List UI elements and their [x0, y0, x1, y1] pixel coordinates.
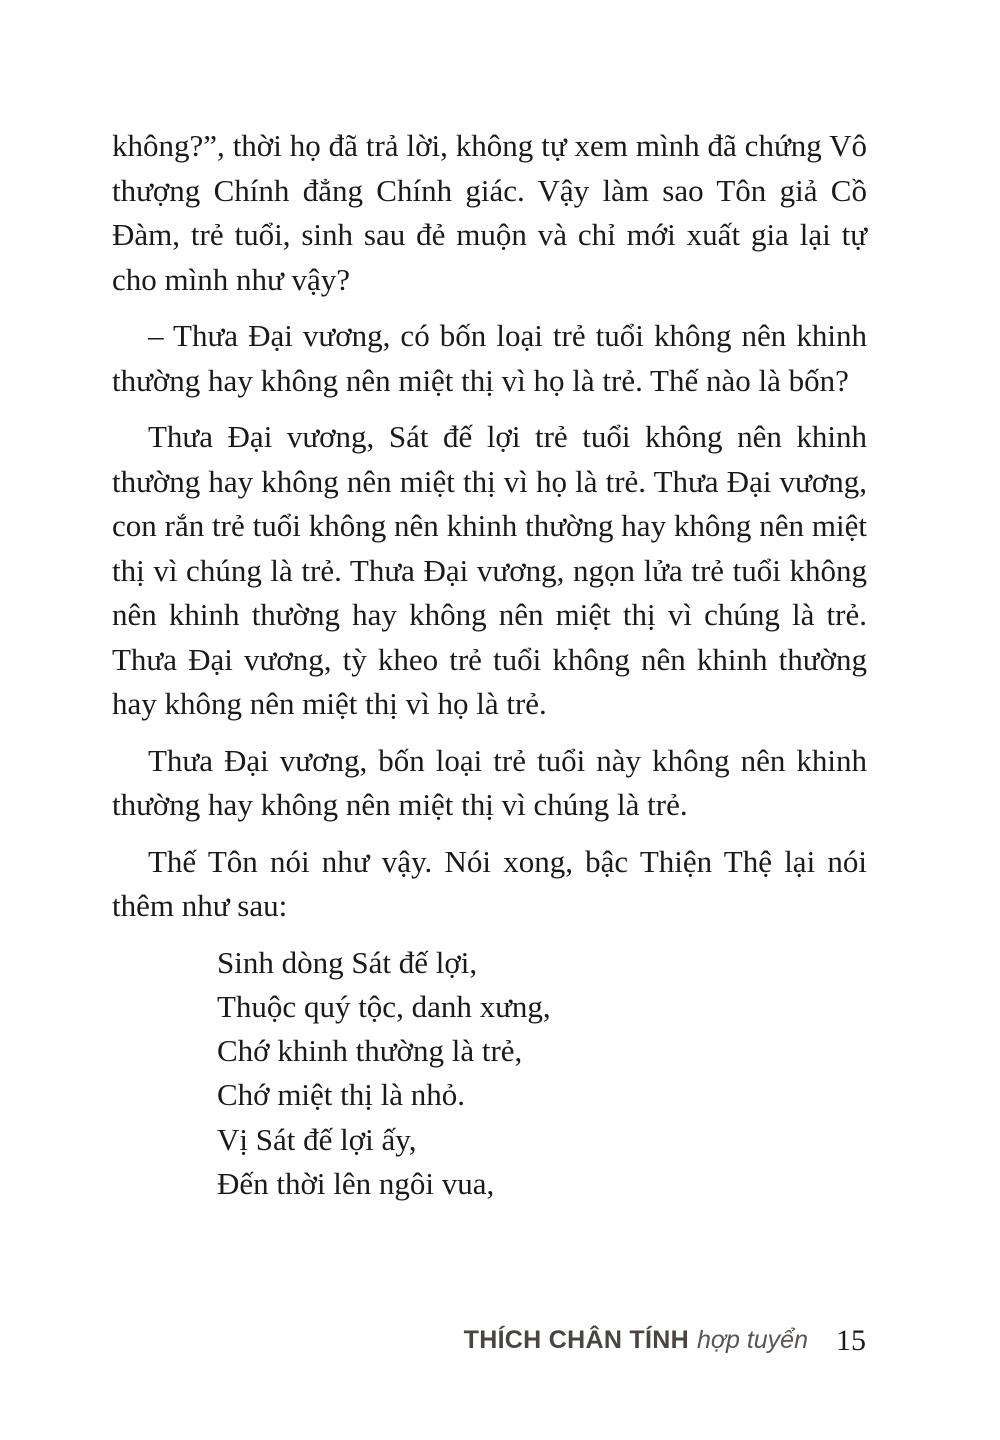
verse-line: Sinh dòng Sát đế lợi,	[217, 944, 478, 980]
verse-line: Thuộc quý tộc, danh xưng,	[217, 988, 551, 1024]
page-number: 15	[836, 1324, 866, 1357]
verse-line: Chớ miệt thị là nhỏ.	[217, 1077, 466, 1113]
body-text	[112, 124, 867, 1206]
verse-line: Đến thời lên ngôi vua,	[217, 1165, 495, 1201]
paragraph-continuation: không?”, thời họ đã trả lời, không tự xem mình đã chứng Vô thượng Chính đẳng Chính giác. Vậy làm sao Tôn giả Cồ Đàm, trẻ tuổi, sinh sau đẻ muộn và chỉ mới xuất gia lại tự cho mình như vậy?	[112, 128, 867, 297]
running-footer	[464, 1326, 808, 1355]
paragraph-dialogue: – Thưa Đại vương, có bốn loại trẻ tuổi không nên khinh thường hay không nên miệt thị vì họ là trẻ. Thế nào là bốn?	[112, 318, 867, 398]
paragraph: Thế Tôn nói như vậy. Nói xong, bậc Thiện Thệ lại nói thêm như sau:	[112, 843, 867, 923]
paragraph: Thưa Đại vương, Sát đế lợi trẻ tuổi không nên khinh thường hay không nên miệt thị vì họ là trẻ. Thưa Đại vương, con rắn trẻ tuổi không nên khinh thường hay không nên miệt thị vì chúng là trẻ. Thưa Đại vương, ngọn lửa trẻ tuổi không nên khinh thường hay không nên miệt thị vì chúng là trẻ. Thưa Đại vương, tỳ kheo trẻ tuổi không nên khinh thường hay không nên miệt thị vì họ là trẻ.	[112, 419, 867, 721]
verse-line: Chớ khinh thường là trẻ,	[217, 1033, 523, 1069]
footer-series: hợp tuyển	[696, 1326, 808, 1354]
verse-block	[217, 941, 867, 1207]
footer-author: THÍCH CHÂN TÍNH	[463, 1326, 689, 1354]
paragraph: Thưa Đại vương, bốn loại trẻ tuổi này không nên khinh thường hay không nên miệt thị vì chúng là trẻ.	[112, 742, 867, 822]
verse-line: Vị Sát đế lợi ấy,	[217, 1121, 417, 1157]
